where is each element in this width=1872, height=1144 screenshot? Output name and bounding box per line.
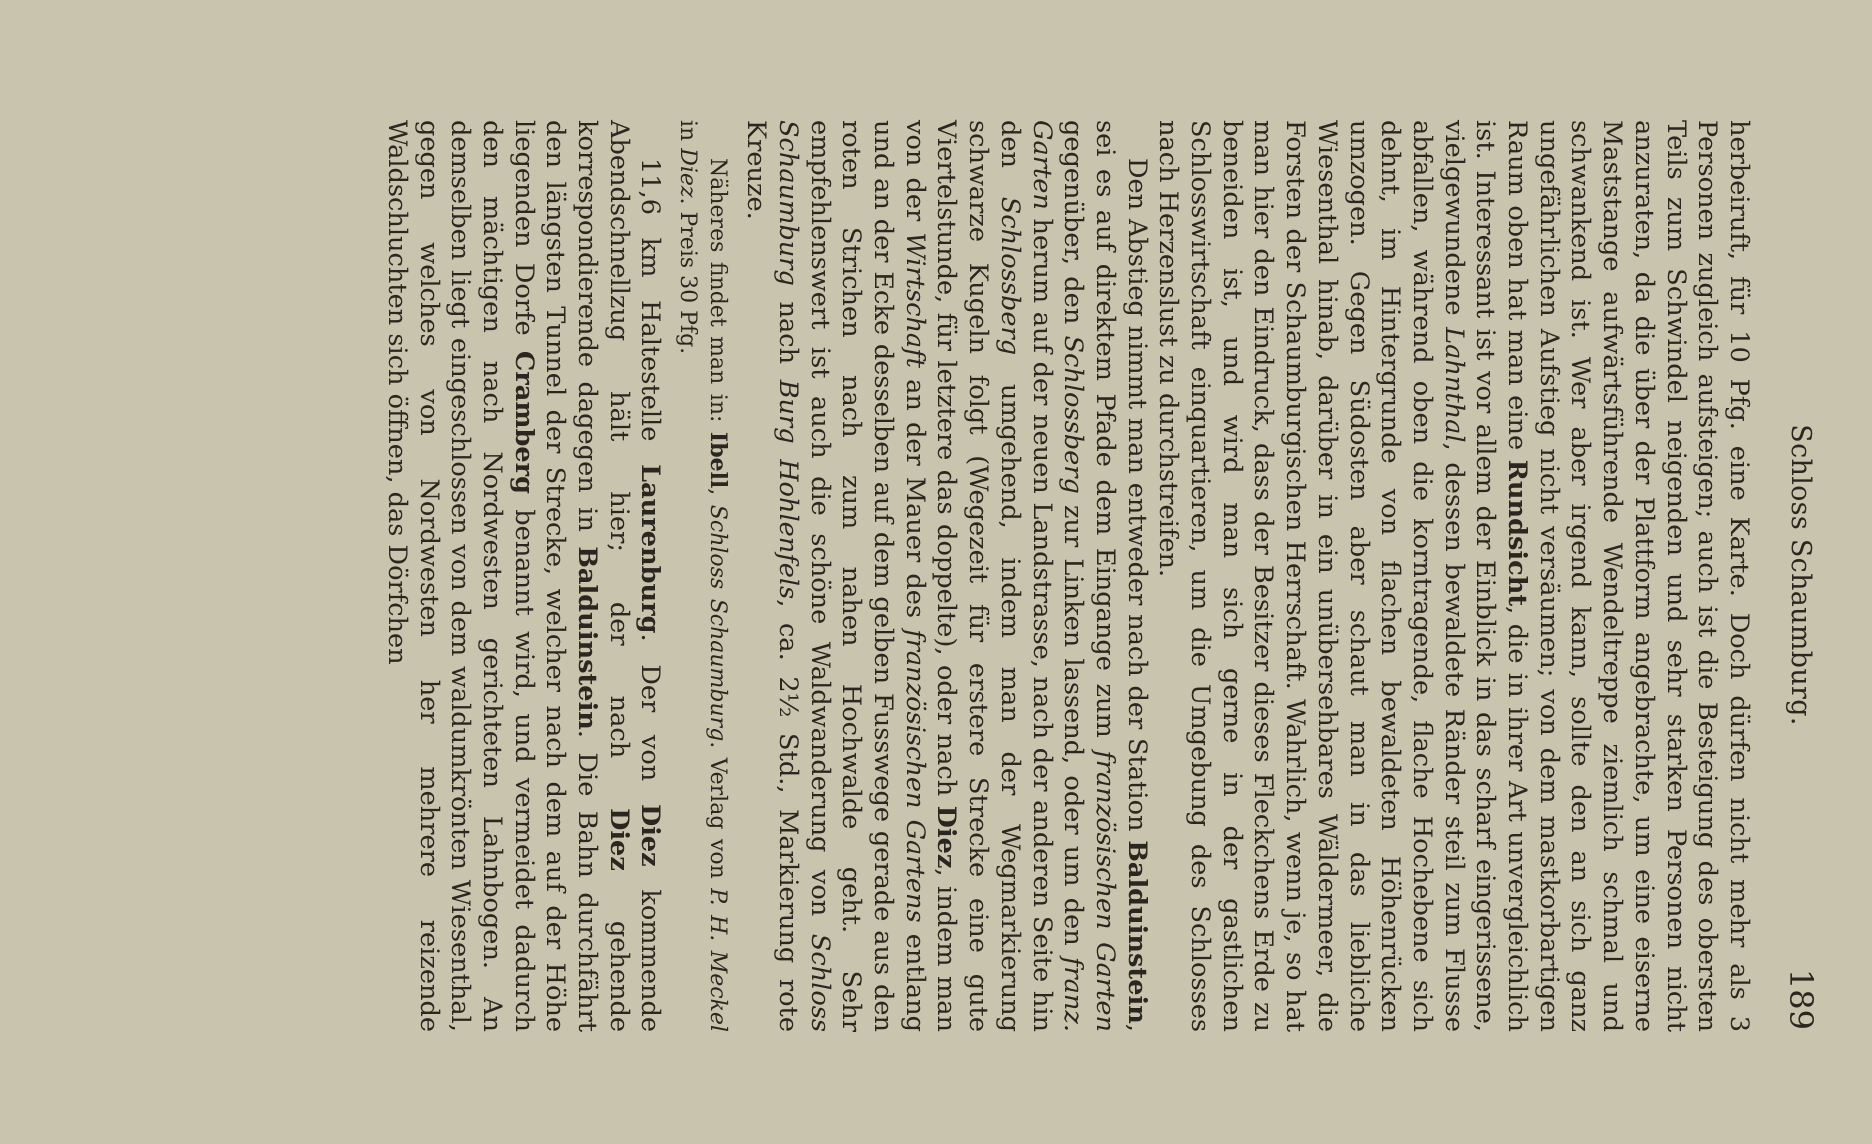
text-run: 11,6 km Haltestelle	[635, 158, 666, 465]
paragraph-gap	[734, 120, 740, 1032]
text-run: gehende korrespondierende dagegen in	[572, 120, 634, 1032]
bold-text-run: Diez	[931, 805, 962, 869]
bold-text-run: Diez	[603, 808, 634, 871]
paragraph-laurenburg-station	[380, 120, 665, 1032]
text-run: , indem man von der	[899, 120, 962, 1032]
paragraph-descent-routes	[740, 120, 1152, 1032]
page-header	[1774, 120, 1824, 1030]
bold-text-run: Diez	[635, 803, 666, 867]
text-run: herum auf der neuen Landstrasse, nach der anderen Seite hin den	[994, 120, 1057, 1032]
text-run: gegenüber, den	[1058, 120, 1089, 336]
italic-text-run: Diez	[675, 148, 700, 198]
italic-text-run: Schlossberg	[994, 196, 1025, 356]
italic-text-run: Lahnthal	[1438, 327, 1469, 443]
text-run: , ca. 2½ Std., Markierung rote Kreuze.	[741, 120, 803, 1032]
italic-text-run: französischen Garten	[1089, 750, 1120, 1033]
text-run: . Der von	[635, 633, 666, 804]
italic-text-run: Schloss Schaumburg	[772, 120, 835, 1032]
bold-text-run: Laurenburg	[635, 464, 666, 634]
bold-text-run: Cramberg	[508, 350, 539, 494]
text-run: herbeiruft, für 10 Pfg. eine Karte. Doch dürfen nicht mehr als 3 Personen zugleich aufsteigen; auch ist die Besteigung des obersten Teils zum Schwindel neigenden und sehr starken Personen nicht anzuraten, da die über der Plattform angebrachte, um eine eiserne Maststange aufwärtsführende Wendeltreppe ziemlich schmal und schwankend ist. Wer aber irgend kann, sollte den an sich ganz ungefährlichen Aufstieg nicht versäumen; von dem mastkorbartigen Raum oben hat man eine	[1502, 120, 1754, 1032]
text-run: . Verlag von	[705, 741, 731, 889]
bold-text-run: Rundsicht	[1502, 459, 1533, 607]
text-run: zur Linken lassend, oder um den	[1058, 493, 1089, 957]
text-run: Näheres findet man in:	[705, 158, 731, 432]
text-run: , die in ihrer Art unvergleichlich ist. Interessant ist vor allem der Einblick in das scharf eingerissene, vielgewundene	[1438, 120, 1533, 1032]
text-run: . Die Bahn durchfährt den längsten Tunnel der Strecke, welcher nach dem auf der Höhe liegenden Dorfe	[508, 120, 603, 1032]
text-run: entlang und an der Ecke desselben auf dem gelben Fusswege gerade aus den roten Strichen nach zum nahen Hochwalde geht. Sehr empfehlenswert ist auch die schöne Waldwanderung von	[804, 120, 930, 1032]
text-run: an der Mauer des	[899, 367, 930, 630]
text-run: ,	[705, 488, 731, 505]
bold-text-run: Ibell	[705, 431, 732, 489]
paragraph-viewing-platform	[1152, 120, 1754, 1032]
bold-text-run: Balduinstein	[572, 546, 603, 730]
italic-text-run: Burg Hohlenfels	[772, 379, 803, 600]
text-run: umgehend, indem man der Wegmarkierung schwarze Kugeln folgt (Wegezeit für erstere Strecke eine gute Viertelstunde, für letztere das doppelte), oder nach	[931, 120, 1025, 1032]
text-run: , dessen bewaldete Ränder steil zum Flusse abfallen, während oben die korntragende, flache Hochebene sich dehnt, im Hintergrunde von flachen bewaldeten Höhenrücken umzogen. Gegen Südosten aber schaut man in das liebliche Wiesenthal hinab, darüber in ein unübersehbares Wäldermeer, die Forsten der Schaumburgischen Herrschaft. Wahrlich, wenn je, so hat man hier den Eindruck, dass der Besitzer dieses Fleckchens Erde zu beneiden ist, und wird man sich gerne in der gastlichen Schlosswirtschaft einquartieren, um die Umgebung des Schlosses nach Herzenslust zu durchstreifen.	[1153, 120, 1469, 1032]
italic-text-run: französischen Gartens	[899, 629, 930, 923]
italic-text-run: Wirtschaft	[899, 232, 930, 368]
text-run: benannt wird, und vermeidet dadurch den mächtigen nach Nordwesten gerichteten Lahnbogen. An demselben liegt eingeschlossen von dem waldumkrönten Wiesenthal, gegen welches von Nordwesten her mehrere reizende Waldschluchten sich öffnen, das Dörfchen	[381, 120, 539, 1032]
text-run: in	[675, 120, 700, 149]
text-run: nach	[772, 285, 803, 380]
bold-text-run: Balduinstein	[1121, 840, 1152, 1024]
page-body	[380, 120, 1754, 1032]
italic-text-run: P. H. Meckel	[705, 888, 731, 1032]
text-run: . Preis 30 Pfg.	[675, 197, 700, 355]
page-number: 189	[1782, 968, 1820, 1030]
italic-text-run: Schloss Schaumburg	[705, 504, 731, 742]
text-run: kommende Abendschnellzug hält hier; der nach	[603, 120, 666, 1032]
italic-text-run: franz. Garten	[1026, 120, 1089, 1032]
text-run: Den Abstieg nimmt man entweder nach der Station	[1121, 158, 1152, 841]
paragraph-further-reading	[672, 120, 734, 1032]
running-title: Schloss Schaumburg.	[1785, 424, 1816, 726]
text-run: , sei es auf direktem Pfade dem Eingange zum	[1089, 120, 1152, 1032]
italic-text-run: Schlossberg	[1058, 335, 1089, 494]
